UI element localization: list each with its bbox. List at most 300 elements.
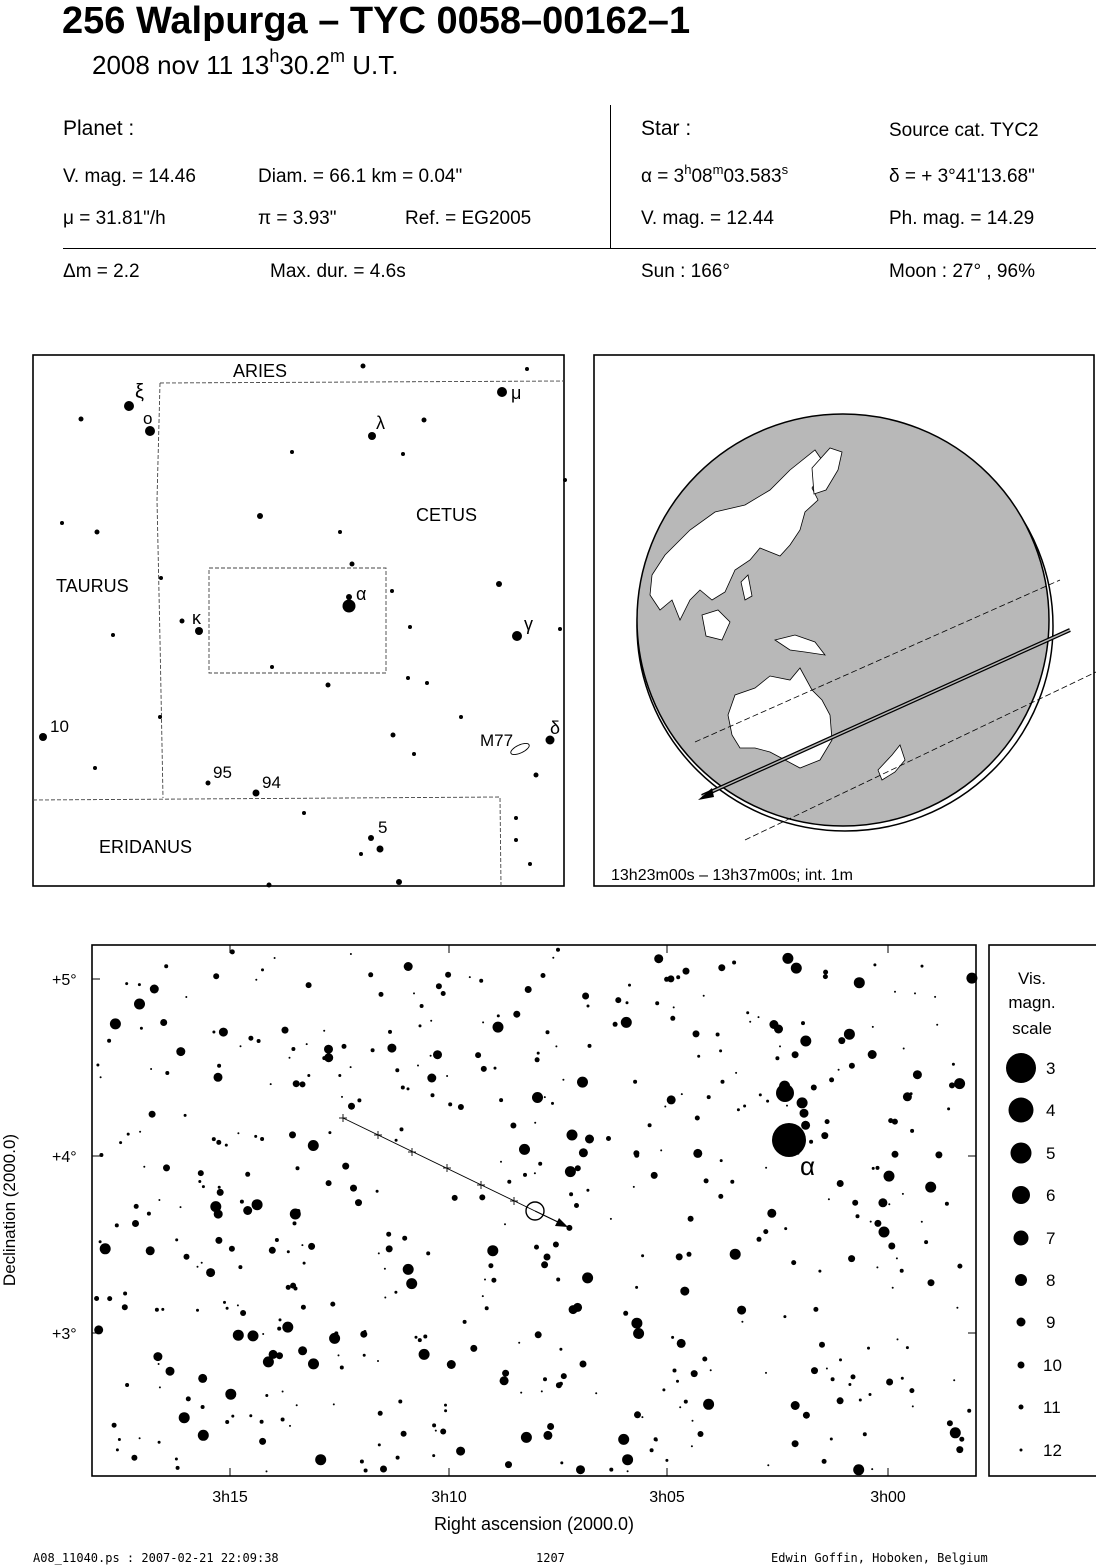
field-star: [767, 1209, 776, 1218]
field-star: [813, 1307, 818, 1312]
field-star: [269, 1350, 278, 1359]
field-star: [308, 1358, 319, 1369]
field-star: [406, 1278, 417, 1289]
field-star: [380, 1466, 387, 1473]
star-vmag: V. mag. = 12.44: [641, 208, 774, 229]
field-star: [697, 1055, 700, 1058]
field-star: [433, 1050, 442, 1059]
field-star: [404, 962, 413, 971]
field-star: [290, 1283, 296, 1289]
field-star: [436, 983, 442, 989]
field-star: [534, 1245, 539, 1250]
field-star: [307, 1074, 310, 1077]
field-star: [681, 1093, 683, 1095]
field-star: [350, 953, 352, 955]
field-star: [680, 1287, 689, 1296]
detail-chart: [0, 945, 977, 1534]
field-star: [928, 1279, 935, 1286]
field-star: [811, 1367, 818, 1374]
field-star: [355, 1199, 362, 1206]
field-star: [633, 1080, 637, 1084]
field-star: [164, 964, 168, 968]
scale-label: 12: [1043, 1441, 1062, 1460]
field-star: [541, 973, 546, 978]
field-star: [348, 1103, 355, 1110]
field-star: [718, 964, 725, 971]
field-star: [315, 1454, 326, 1465]
field-star: [418, 1338, 422, 1342]
field-star: [229, 1246, 235, 1252]
field-star: [687, 1252, 692, 1257]
field-star: [401, 1086, 405, 1090]
field-star: [469, 976, 471, 978]
field-star: [579, 1148, 588, 1157]
field-star: [333, 1403, 335, 1405]
scale-label: 3: [1046, 1059, 1056, 1078]
field-star: [338, 1074, 341, 1077]
field-star: [909, 1388, 914, 1393]
field-star: [541, 1390, 543, 1392]
footer-number: 1207: [536, 1551, 565, 1565]
field-star: [766, 1100, 769, 1103]
field-star: [716, 1033, 720, 1037]
field-star: [707, 1095, 711, 1099]
field-star: [823, 970, 828, 975]
field-star: [523, 1173, 527, 1177]
field-star: [210, 1201, 221, 1212]
direction-arrow: [698, 788, 714, 800]
field-star: [266, 1470, 268, 1472]
field-star: [237, 1304, 239, 1306]
planet-reference: Ref. = EG2005: [405, 208, 532, 229]
field-star: [398, 1400, 402, 1404]
field-star: [741, 1321, 743, 1323]
field-star: [683, 968, 690, 975]
globe-panel: [594, 355, 1096, 886]
field-star: [730, 1249, 741, 1260]
ra-m-unit: m: [712, 162, 724, 177]
field-star: [482, 1021, 484, 1023]
scale-title-line: magn.: [1008, 993, 1056, 1012]
field-star: [878, 1198, 887, 1207]
field-star: [225, 1420, 229, 1424]
field-star: [848, 1383, 851, 1386]
field-star: [737, 1108, 740, 1111]
field-star: [945, 1202, 949, 1206]
field-star: [179, 1412, 190, 1423]
magnitude-scale: [989, 945, 1096, 1476]
star-label: γ: [524, 614, 533, 634]
field-star: [259, 1438, 266, 1445]
field-star: [378, 1443, 381, 1446]
field-star: [494, 1067, 497, 1070]
field-star: [749, 1021, 751, 1023]
scale-label: 10: [1043, 1356, 1062, 1375]
field-star: [184, 1114, 187, 1117]
field-star: [248, 1330, 259, 1341]
field-star: [623, 1311, 628, 1316]
field-star: [432, 1454, 435, 1457]
field-star: [693, 1030, 700, 1037]
field-star: [677, 1339, 686, 1348]
field-star: [650, 1448, 654, 1452]
field-star: [430, 1055, 432, 1057]
field-star: [237, 1132, 239, 1134]
field-star: [765, 1372, 767, 1374]
field-star: [779, 1045, 781, 1047]
field-star: [488, 1263, 493, 1268]
star-label: M77: [480, 731, 514, 750]
field-star: [912, 1405, 914, 1407]
field-star: [746, 1011, 749, 1014]
field-star: [427, 1074, 436, 1083]
field-star: [879, 1227, 890, 1238]
field-star: [504, 1223, 506, 1225]
field-star: [341, 1096, 343, 1098]
field-star: [116, 1448, 119, 1451]
field-star: [826, 1368, 828, 1370]
field-star: [618, 1434, 629, 1445]
field-star: [196, 1309, 199, 1312]
field-star: [852, 1200, 858, 1206]
field-star: [245, 1172, 250, 1177]
field-star: [159, 1386, 161, 1388]
field-star: [403, 1264, 414, 1275]
field-star: [698, 1431, 704, 1437]
field-star: [792, 1440, 799, 1447]
field-star: [420, 1004, 424, 1008]
field-star: [119, 1141, 122, 1144]
field-star: [482, 1295, 484, 1297]
field-star: [254, 1135, 257, 1138]
field-star: [947, 1420, 953, 1426]
field-star: [544, 1254, 551, 1261]
field-star: [306, 1043, 308, 1045]
field-star: [140, 1001, 143, 1004]
field-star: [888, 1118, 893, 1123]
field-star: [326, 1180, 332, 1186]
field-star: [924, 1240, 928, 1244]
field-star: [185, 996, 187, 998]
scale-label: 6: [1046, 1186, 1056, 1205]
field-star: [201, 1262, 203, 1264]
field-star: [910, 1129, 914, 1133]
field-star: [386, 1232, 391, 1237]
field-star: [670, 1016, 675, 1021]
star-label: μ: [511, 383, 522, 403]
y-tick-label: +3°: [52, 1326, 77, 1343]
field-star: [641, 1254, 644, 1257]
field-star: [238, 1265, 242, 1269]
field-star: [654, 954, 663, 963]
field-star: [535, 1057, 540, 1062]
scale-label: 9: [1046, 1313, 1056, 1332]
field-star: [547, 1423, 554, 1430]
field-star: [216, 1140, 221, 1145]
field-star: [186, 1396, 191, 1401]
star-source-catalog: Source cat. TYC2: [889, 120, 1039, 141]
field-star: [561, 1373, 567, 1379]
event-date: 2008 nov 11: [92, 50, 234, 80]
field-star: [873, 963, 876, 966]
field-star: [800, 1036, 811, 1047]
field-star: [231, 1415, 234, 1418]
x-tick-label: 3h00: [870, 1489, 906, 1506]
field-star: [161, 1308, 164, 1311]
field-star: [275, 1238, 279, 1242]
field-star: [869, 1393, 872, 1396]
field-star: [118, 1025, 120, 1027]
field-star: [212, 1031, 215, 1034]
field-star: [226, 1307, 229, 1310]
field-star: [301, 1244, 303, 1246]
field-star: [876, 1266, 878, 1268]
field-star: [956, 1307, 958, 1309]
field-star: [262, 1333, 264, 1335]
field-star: [567, 1130, 578, 1141]
field-star: [419, 1349, 430, 1360]
field-star: [819, 1342, 825, 1348]
constellation-label: ARIES: [233, 361, 288, 381]
field-star: [481, 1066, 487, 1072]
field-star: [859, 1399, 862, 1402]
field-star: [300, 1081, 306, 1087]
field-star: [277, 1327, 281, 1331]
field-star: [888, 1243, 895, 1250]
field-star: [626, 1001, 629, 1004]
field-star: [627, 1470, 629, 1472]
field-star: [155, 1308, 159, 1312]
field-star: [255, 979, 257, 981]
star-label: ξ: [135, 381, 144, 403]
field-star: [667, 1095, 676, 1104]
field-star: [721, 1080, 725, 1084]
field-star: [223, 1301, 226, 1304]
star-label: κ: [192, 608, 201, 628]
field-star: [287, 1250, 290, 1253]
field-star: [551, 1102, 554, 1105]
field-star: [387, 1044, 396, 1053]
field-star: [184, 1254, 190, 1260]
star-label: 5: [378, 818, 388, 837]
field-star: [538, 1162, 542, 1166]
field-star: [622, 1454, 633, 1465]
ra-hours: α = 3: [641, 166, 685, 187]
field-star: [202, 1185, 205, 1188]
field-star: [340, 1366, 344, 1370]
field-star: [444, 1404, 447, 1407]
field-star: [676, 975, 680, 979]
field-star: [641, 1416, 643, 1418]
field-star: [822, 1459, 827, 1464]
field-star: [306, 982, 312, 988]
field-star: [730, 1180, 734, 1184]
field-star: [662, 1388, 665, 1391]
field-star: [956, 1446, 963, 1453]
field-star: [838, 1069, 840, 1071]
field-star: [217, 1189, 224, 1196]
field-star: [692, 1420, 694, 1422]
field-star: [447, 1360, 456, 1369]
field-star: [470, 1345, 477, 1352]
field-star: [293, 1080, 300, 1087]
magnitude-drop: Δm = 2.2: [63, 261, 140, 282]
field-star: [281, 1418, 285, 1422]
field-star: [953, 1379, 955, 1381]
field-star: [415, 1336, 418, 1339]
field-star: [175, 1458, 178, 1461]
field-star: [688, 1216, 694, 1222]
field-star: [848, 1255, 855, 1262]
field-star: [176, 1466, 180, 1470]
field-star: [479, 1194, 485, 1200]
alpha-label: α: [800, 1151, 816, 1181]
field-star: [775, 1056, 779, 1060]
field-star: [458, 1104, 464, 1110]
field-star: [737, 1306, 746, 1315]
field-star: [140, 1027, 143, 1030]
field-star: [710, 1369, 712, 1371]
field-star: [301, 1305, 306, 1310]
page-title: 256 Walpurga – TYC 0058–00162–1: [62, 0, 691, 42]
field-star: [633, 1150, 639, 1156]
field-star: [248, 1036, 253, 1041]
field-star: [180, 1206, 182, 1208]
field-star: [574, 1203, 579, 1208]
field-star: [218, 1186, 221, 1189]
field-star: [363, 1330, 366, 1333]
field-star: [363, 1354, 366, 1357]
field-star: [791, 1401, 800, 1410]
field-star: [556, 1278, 560, 1282]
field-star: [139, 1437, 141, 1439]
field-star: [585, 1135, 594, 1144]
field-star: [732, 961, 736, 965]
field-star: [475, 1052, 481, 1058]
field-star: [279, 1318, 282, 1321]
field-star: [635, 1286, 638, 1289]
field-star: [402, 1236, 407, 1241]
field-star: [219, 1028, 228, 1037]
field-star: [491, 1278, 496, 1283]
field-star: [407, 1087, 410, 1090]
field-star: [243, 1206, 252, 1215]
field-star: [432, 1423, 436, 1427]
field-star: [505, 1461, 512, 1468]
field-star: [783, 1315, 786, 1318]
field-star: [127, 1133, 130, 1136]
field-star: [837, 1397, 844, 1404]
field-star: [648, 1123, 652, 1127]
field-star: [338, 1354, 340, 1356]
field-star: [386, 1245, 393, 1252]
field-star: [225, 1144, 228, 1147]
field-star: [286, 1285, 291, 1290]
field-star: [884, 1171, 895, 1182]
field-star: [660, 1149, 662, 1151]
field-star: [395, 1068, 399, 1072]
field-star: [892, 1287, 894, 1289]
field-star: [376, 1190, 379, 1193]
field-star: [853, 1464, 864, 1475]
field-star: [559, 1382, 563, 1386]
field-star: [673, 1006, 675, 1008]
event-minute: 30.2: [279, 50, 330, 80]
field-star: [606, 1136, 611, 1141]
field-star: [903, 1048, 905, 1050]
field-star: [552, 957, 554, 959]
field-star: [763, 1229, 768, 1234]
field-star: [298, 1346, 307, 1355]
field-star: [555, 1045, 557, 1047]
field-star: [671, 1336, 674, 1339]
planet-diameter: Diam. = 66.1 km = 0.04": [258, 166, 463, 187]
field-star: [125, 982, 128, 985]
field-star: [198, 1374, 207, 1383]
field-star: [811, 1085, 817, 1091]
field-star: [703, 995, 705, 997]
field-star: [440, 1429, 446, 1435]
field-star: [134, 999, 145, 1010]
ra-seconds: 03.583: [723, 166, 782, 187]
field-star: [213, 973, 219, 979]
field-star: [260, 1137, 264, 1141]
field-star: [595, 1392, 597, 1394]
field-star: [384, 1297, 386, 1299]
field-star: [863, 1432, 867, 1436]
field-star: [149, 1111, 156, 1118]
field-star: [265, 1394, 268, 1397]
field-star: [289, 1425, 291, 1427]
field-star: [158, 1199, 160, 1201]
field-star: [419, 1024, 422, 1027]
field-star: [565, 1166, 576, 1177]
field-star: [123, 1292, 127, 1296]
y-axis-label: Declination (2000.0): [0, 1133, 19, 1287]
y-tick-label: +4°: [52, 1149, 77, 1166]
field-star: [582, 1272, 593, 1283]
field-star: [493, 1022, 504, 1033]
field-star: [510, 1123, 516, 1129]
field-star: [821, 1132, 828, 1139]
field-star: [445, 972, 451, 978]
field-star: [293, 1221, 297, 1225]
field-star: [270, 1083, 272, 1085]
field-star: [874, 1220, 881, 1227]
field-star: [274, 957, 276, 959]
field-star: [888, 1203, 890, 1205]
star-label: o: [143, 409, 153, 428]
field-star: [350, 1185, 357, 1192]
field-star: [553, 1242, 559, 1248]
minute-unit: m: [329, 46, 345, 66]
field-star: [720, 1159, 723, 1162]
field-star: [655, 1001, 659, 1005]
field-star: [634, 1411, 641, 1418]
field-star: [118, 1438, 121, 1441]
field-star: [621, 1017, 632, 1028]
field-star: [146, 1246, 155, 1255]
field-star: [446, 1075, 448, 1077]
moon-info: Moon : 27° , 96%: [889, 261, 1035, 282]
field-star: [499, 1098, 503, 1102]
field-star: [664, 1106, 666, 1108]
field-star: [784, 1227, 787, 1230]
field-star: [334, 1331, 338, 1335]
field-star: [153, 1352, 162, 1361]
field-star: [559, 1348, 562, 1351]
field-star: [435, 1430, 437, 1432]
